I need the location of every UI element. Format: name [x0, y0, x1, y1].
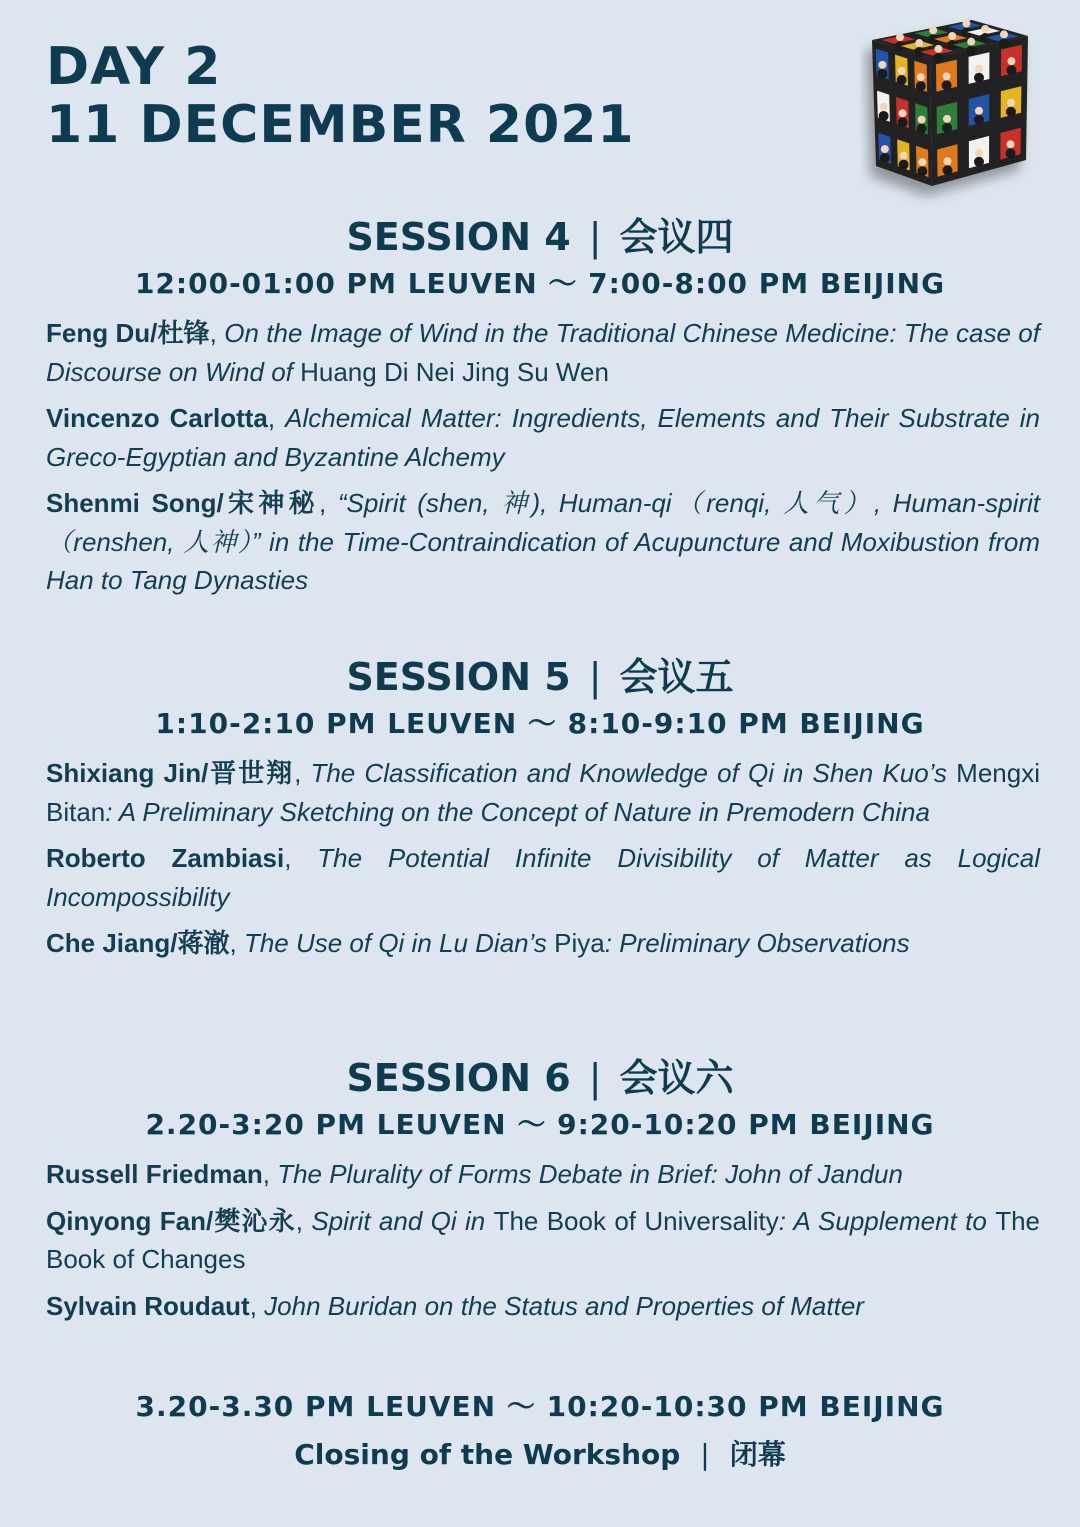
- talk-title: The Use of Qi in Lu Dian’s: [243, 928, 555, 958]
- portrait-robe: [974, 157, 984, 167]
- talk-entry: [46, 1287, 1040, 1326]
- portrait-face: [899, 109, 907, 117]
- rubiks-cube-illustration: [860, 18, 1035, 213]
- portrait-robe: [916, 81, 926, 91]
- portrait-face: [929, 26, 937, 34]
- speaker-name: Shenmi Song/宋神秘: [46, 488, 320, 518]
- work-title: Huang Di Nei Jing Su Wen: [300, 356, 609, 387]
- work-title: The Book of Changes: [46, 1205, 1040, 1274]
- portrait-robe: [879, 111, 889, 121]
- portrait-face: [962, 20, 970, 28]
- portrait-robe: [999, 38, 1009, 48]
- portrait-face: [975, 65, 983, 73]
- date-label: 11 DECEMBER 2021: [46, 95, 635, 155]
- work-title: The Book of Universality: [493, 1205, 779, 1236]
- title-divider: |: [588, 1056, 602, 1100]
- session-time: 12:00-01:00 PM LEUVEN ～ 7:00-8:00 PM BEIJING: [134, 267, 946, 300]
- portrait-face: [880, 103, 888, 111]
- portrait-robe: [974, 73, 984, 83]
- speaker-name: Qinyong Fan/樊沁永: [46, 1205, 296, 1236]
- portrait-robe: [942, 165, 952, 175]
- session-6: [0, 1055, 1080, 1333]
- portrait-face: [975, 149, 983, 157]
- session-title-en: SESSION 5: [346, 655, 571, 699]
- talk-entry: [46, 754, 1040, 831]
- speaker-separator: ,: [267, 403, 286, 433]
- portrait-face: [1000, 30, 1008, 38]
- talk-list: [46, 314, 1040, 600]
- portrait-face: [934, 45, 942, 53]
- portrait-robe: [942, 80, 952, 90]
- day-label: DAY 2: [46, 37, 222, 97]
- portrait-robe: [917, 124, 927, 134]
- talk-list: [46, 1155, 1040, 1325]
- portrait-face: [915, 39, 923, 47]
- portrait-face: [943, 72, 951, 80]
- speaker-name: Roberto Zambiasi: [46, 843, 285, 873]
- portrait-face: [943, 157, 951, 165]
- portrait-face: [981, 25, 989, 33]
- portrait-robe: [1006, 107, 1016, 117]
- talk-entry: [46, 1202, 1040, 1279]
- closing-divider: |: [700, 1438, 710, 1471]
- portrait-robe: [966, 46, 976, 56]
- portrait-robe: [933, 53, 943, 63]
- talk-entry: [46, 484, 1040, 600]
- speaker-separator: ,: [262, 1159, 278, 1189]
- session-title-cn: 会议五: [619, 655, 734, 699]
- session-title: [0, 214, 1080, 260]
- talk-title: John Buridan on the Status and Properties of Matter: [264, 1290, 864, 1321]
- session-title-en: SESSION 4: [346, 215, 571, 259]
- session-4: [0, 214, 1080, 608]
- speaker-separator: ,: [209, 318, 225, 348]
- speaker-separator: ,: [319, 488, 338, 518]
- session-5: [0, 654, 1080, 971]
- talk-entry: [46, 399, 1040, 476]
- portrait-face: [1007, 140, 1015, 148]
- portrait-robe: [1006, 148, 1016, 158]
- portrait-face: [943, 115, 951, 123]
- portrait-face: [948, 32, 956, 40]
- speaker-name: Sylvain Roudaut: [46, 1290, 250, 1321]
- closing-time: 3.20-3.30 PM LEUVEN ～ 10:20-10:30 PM BEIJING: [135, 1390, 945, 1423]
- portrait-robe: [974, 115, 984, 125]
- session-time: 2.20-3:20 PM LEUVEN ～ 9:20-10:20 PM BEIJING: [145, 1108, 935, 1141]
- talk-title: : A Supplement to: [778, 1205, 996, 1236]
- portrait-face: [1007, 57, 1015, 65]
- portrait-face: [975, 107, 983, 115]
- session-title-en: SESSION 6: [346, 1056, 571, 1100]
- work-title: Mengxi Bitan: [46, 758, 1040, 827]
- session-title-cn: 会议六: [619, 1056, 734, 1100]
- talk-title: : Preliminary Observations: [604, 928, 910, 958]
- speaker-name: Vincenzo Carlotta: [46, 403, 268, 433]
- portrait-robe: [1006, 65, 1016, 75]
- portrait-face: [918, 158, 926, 166]
- talk-list: [46, 754, 1040, 963]
- portrait-face: [967, 38, 975, 46]
- portrait-face: [898, 67, 906, 75]
- session-title: [0, 654, 1080, 700]
- portrait-face: [900, 152, 908, 160]
- speaker-separator: ,: [229, 928, 244, 958]
- speaker-separator: ,: [295, 1205, 312, 1236]
- portrait-robe: [942, 123, 952, 133]
- talk-title: The Potential Infinite Divisibility of Matter as Logical Incompossibility: [46, 843, 1040, 912]
- portrait-face: [878, 61, 886, 69]
- portrait-face: [917, 73, 925, 81]
- speaker-name: Che Jiang/蒋澈: [46, 928, 230, 958]
- talk-title: Spirit and Qi in: [311, 1205, 494, 1236]
- closing-section: [0, 1386, 1080, 1478]
- talk-title: “Spirit (shen, 神), Human-qi（renqi, 人气）, Human-spirit（renshen, 人神）” in the Time-Contraindication of Acupuncture and Moxibustion from Han to Tang Dynasties: [46, 488, 1041, 595]
- speaker-name: Shixiang Jin/晋世翔: [46, 758, 295, 788]
- portrait-robe: [880, 153, 890, 163]
- talk-title: The Classification and Knowledge of Qi in Shen Kuo’s: [310, 758, 957, 788]
- session-title-cn: 会议四: [619, 215, 734, 259]
- session-time: 1:10-2:10 PM LEUVEN ～ 8:10-9:10 PM BEIJING: [155, 707, 925, 740]
- closing-label-en: Closing of the Workshop: [294, 1438, 681, 1471]
- portrait-face: [918, 116, 926, 124]
- portrait-face: [1007, 99, 1015, 107]
- portrait-robe: [917, 166, 927, 176]
- closing-label-cn: 闭幕: [729, 1438, 786, 1471]
- speaker-name: Feng Du/杜锋: [46, 318, 210, 348]
- speaker-name: Russell Friedman: [46, 1159, 263, 1189]
- portrait-face: [881, 145, 889, 153]
- speaker-separator: ,: [249, 1290, 265, 1321]
- portrait-robe: [877, 69, 887, 79]
- title-divider: |: [588, 215, 602, 259]
- talk-title: Alchemical Matter: Ingredients, Elements and Their Substrate in Greco-Egyptian and Byzantine Alchemy: [46, 403, 1040, 472]
- talk-title: The Plurality of Forms Debate in Brief: John of Jandun: [277, 1159, 903, 1189]
- talk-title: : A Preliminary Sketching on the Concept of Nature in Premodern China: [105, 796, 930, 827]
- portrait-robe: [898, 117, 908, 127]
- talk-title: On the Image of Wind in the Traditional Chinese Medicine: The case of Discourse on Wind of: [46, 318, 1040, 387]
- work-title: Piya: [554, 928, 605, 958]
- closing-label: [0, 1432, 1080, 1478]
- portrait-face: [896, 33, 904, 41]
- session-title: [0, 1055, 1080, 1101]
- talk-entry: [46, 839, 1040, 916]
- speaker-separator: ,: [284, 843, 318, 873]
- day-header: [46, 38, 635, 154]
- talk-entry: [46, 314, 1040, 391]
- talk-entry: [46, 1155, 1040, 1194]
- talk-entry: [46, 924, 1040, 963]
- portrait-robe: [897, 75, 907, 85]
- title-divider: |: [588, 655, 602, 699]
- portrait-robe: [899, 160, 909, 170]
- speaker-separator: ,: [294, 758, 311, 788]
